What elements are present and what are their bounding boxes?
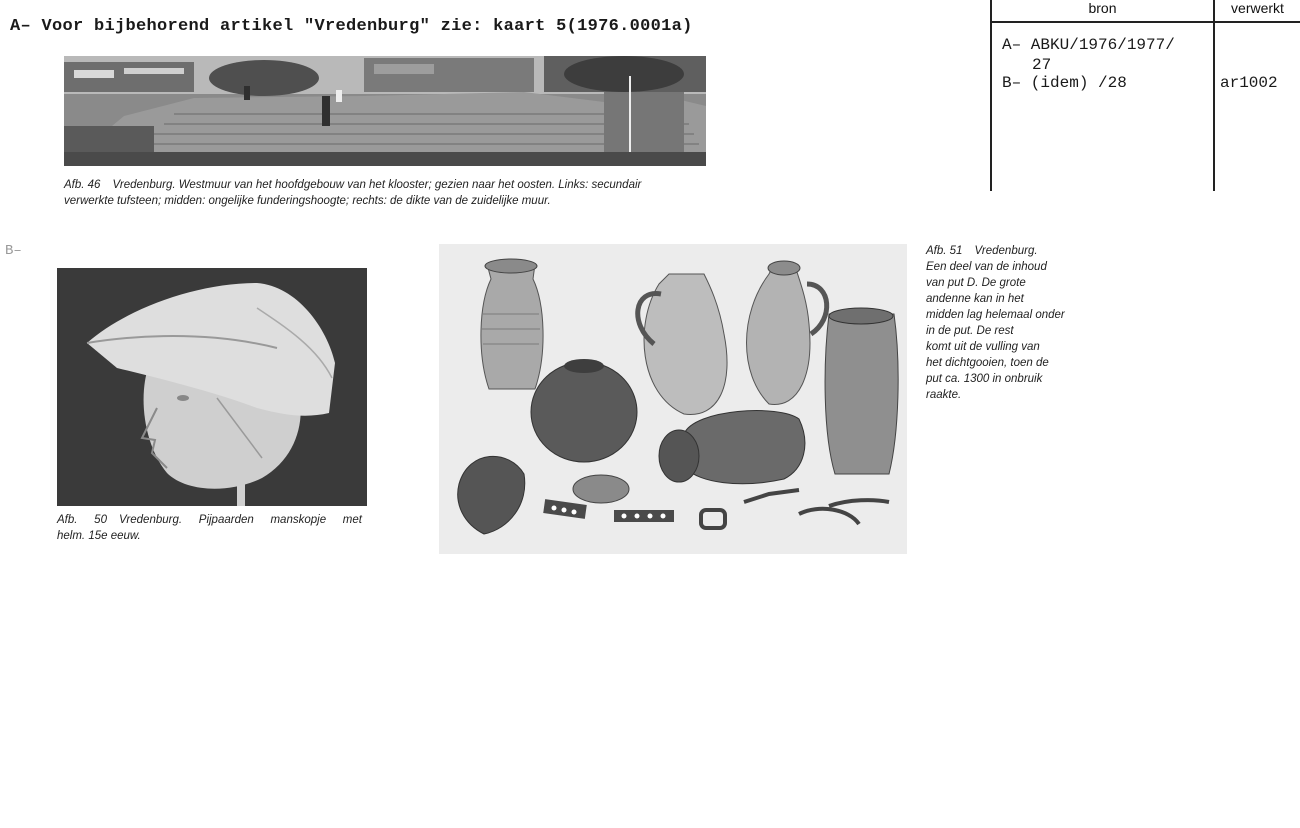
figure-51-caption-line: Een deel van de inhoud: [926, 261, 1047, 273]
column-header-processed: verwerkt: [1231, 0, 1284, 16]
excavation-wall-photo: [64, 56, 706, 166]
figure-46-caption-line1: Vredenburg. Westmuur van het hoofdgebouw van het klooster; gezien naar het oosten. Links: secundair: [112, 179, 642, 191]
source-entry-a-continued: 27: [1032, 56, 1052, 74]
table-left-border: [990, 0, 992, 191]
figure-51-caption-line: het dichtgooien, toen de: [926, 357, 1049, 369]
source-entry-a: A– ABKU/1976/1977/: [1002, 36, 1175, 54]
figure-51-label: Afb. 51: [926, 245, 963, 257]
figure-51-caption-line: put ca. 1300 in onbruik: [926, 373, 1043, 385]
figure-46-caption-line2: verwerkte tufsteen; midden: ongelijke funderingshoogte; rechts: de dikte van de zuidelijke muur.: [64, 195, 551, 207]
figure-46-label: Afb. 46: [64, 179, 101, 191]
figure-51-caption-line: van put D. De grote: [926, 277, 1026, 289]
table-header-rule: [990, 21, 1300, 23]
figure-51-caption-line: komt uit de vulling van: [926, 341, 1040, 353]
figure-51-title: Vredenburg.: [974, 245, 1038, 257]
figure-51-caption-line: andenne kan in het: [926, 293, 1024, 305]
figure-50-caption-line1: Vredenburg. Pijpaarden manskopje met: [118, 514, 362, 526]
figure-51-caption-line: raakte.: [926, 389, 962, 401]
pottery-finds-photo: [439, 244, 907, 554]
archive-reference-line: A– Voor bijbehorend artikel "Vredenburg" zie: kaart 5(1976.0001a): [10, 17, 693, 36]
figure-50-caption-line2: helm. 15e eeuw.: [57, 530, 141, 542]
source-entry-b: B– (idem) /28: [1002, 74, 1127, 92]
figure-51-caption: [926, 243, 1096, 403]
figure-46-caption: [64, 177, 714, 209]
figure-50-label: Afb. 50: [57, 514, 107, 526]
figure-50-caption: [57, 512, 362, 544]
source-table: [990, 0, 1300, 191]
processed-entry-b: ar1002: [1220, 74, 1278, 92]
pipeclay-head-photo: [57, 268, 367, 506]
section-b-marker: B–: [5, 243, 22, 259]
table-column-divider: [1213, 0, 1215, 191]
column-header-source: bron: [1088, 0, 1117, 16]
figure-51-caption-line: midden lag helemaal onder: [926, 309, 1065, 321]
figure-51-caption-line: in de put. De rest: [926, 325, 1014, 337]
